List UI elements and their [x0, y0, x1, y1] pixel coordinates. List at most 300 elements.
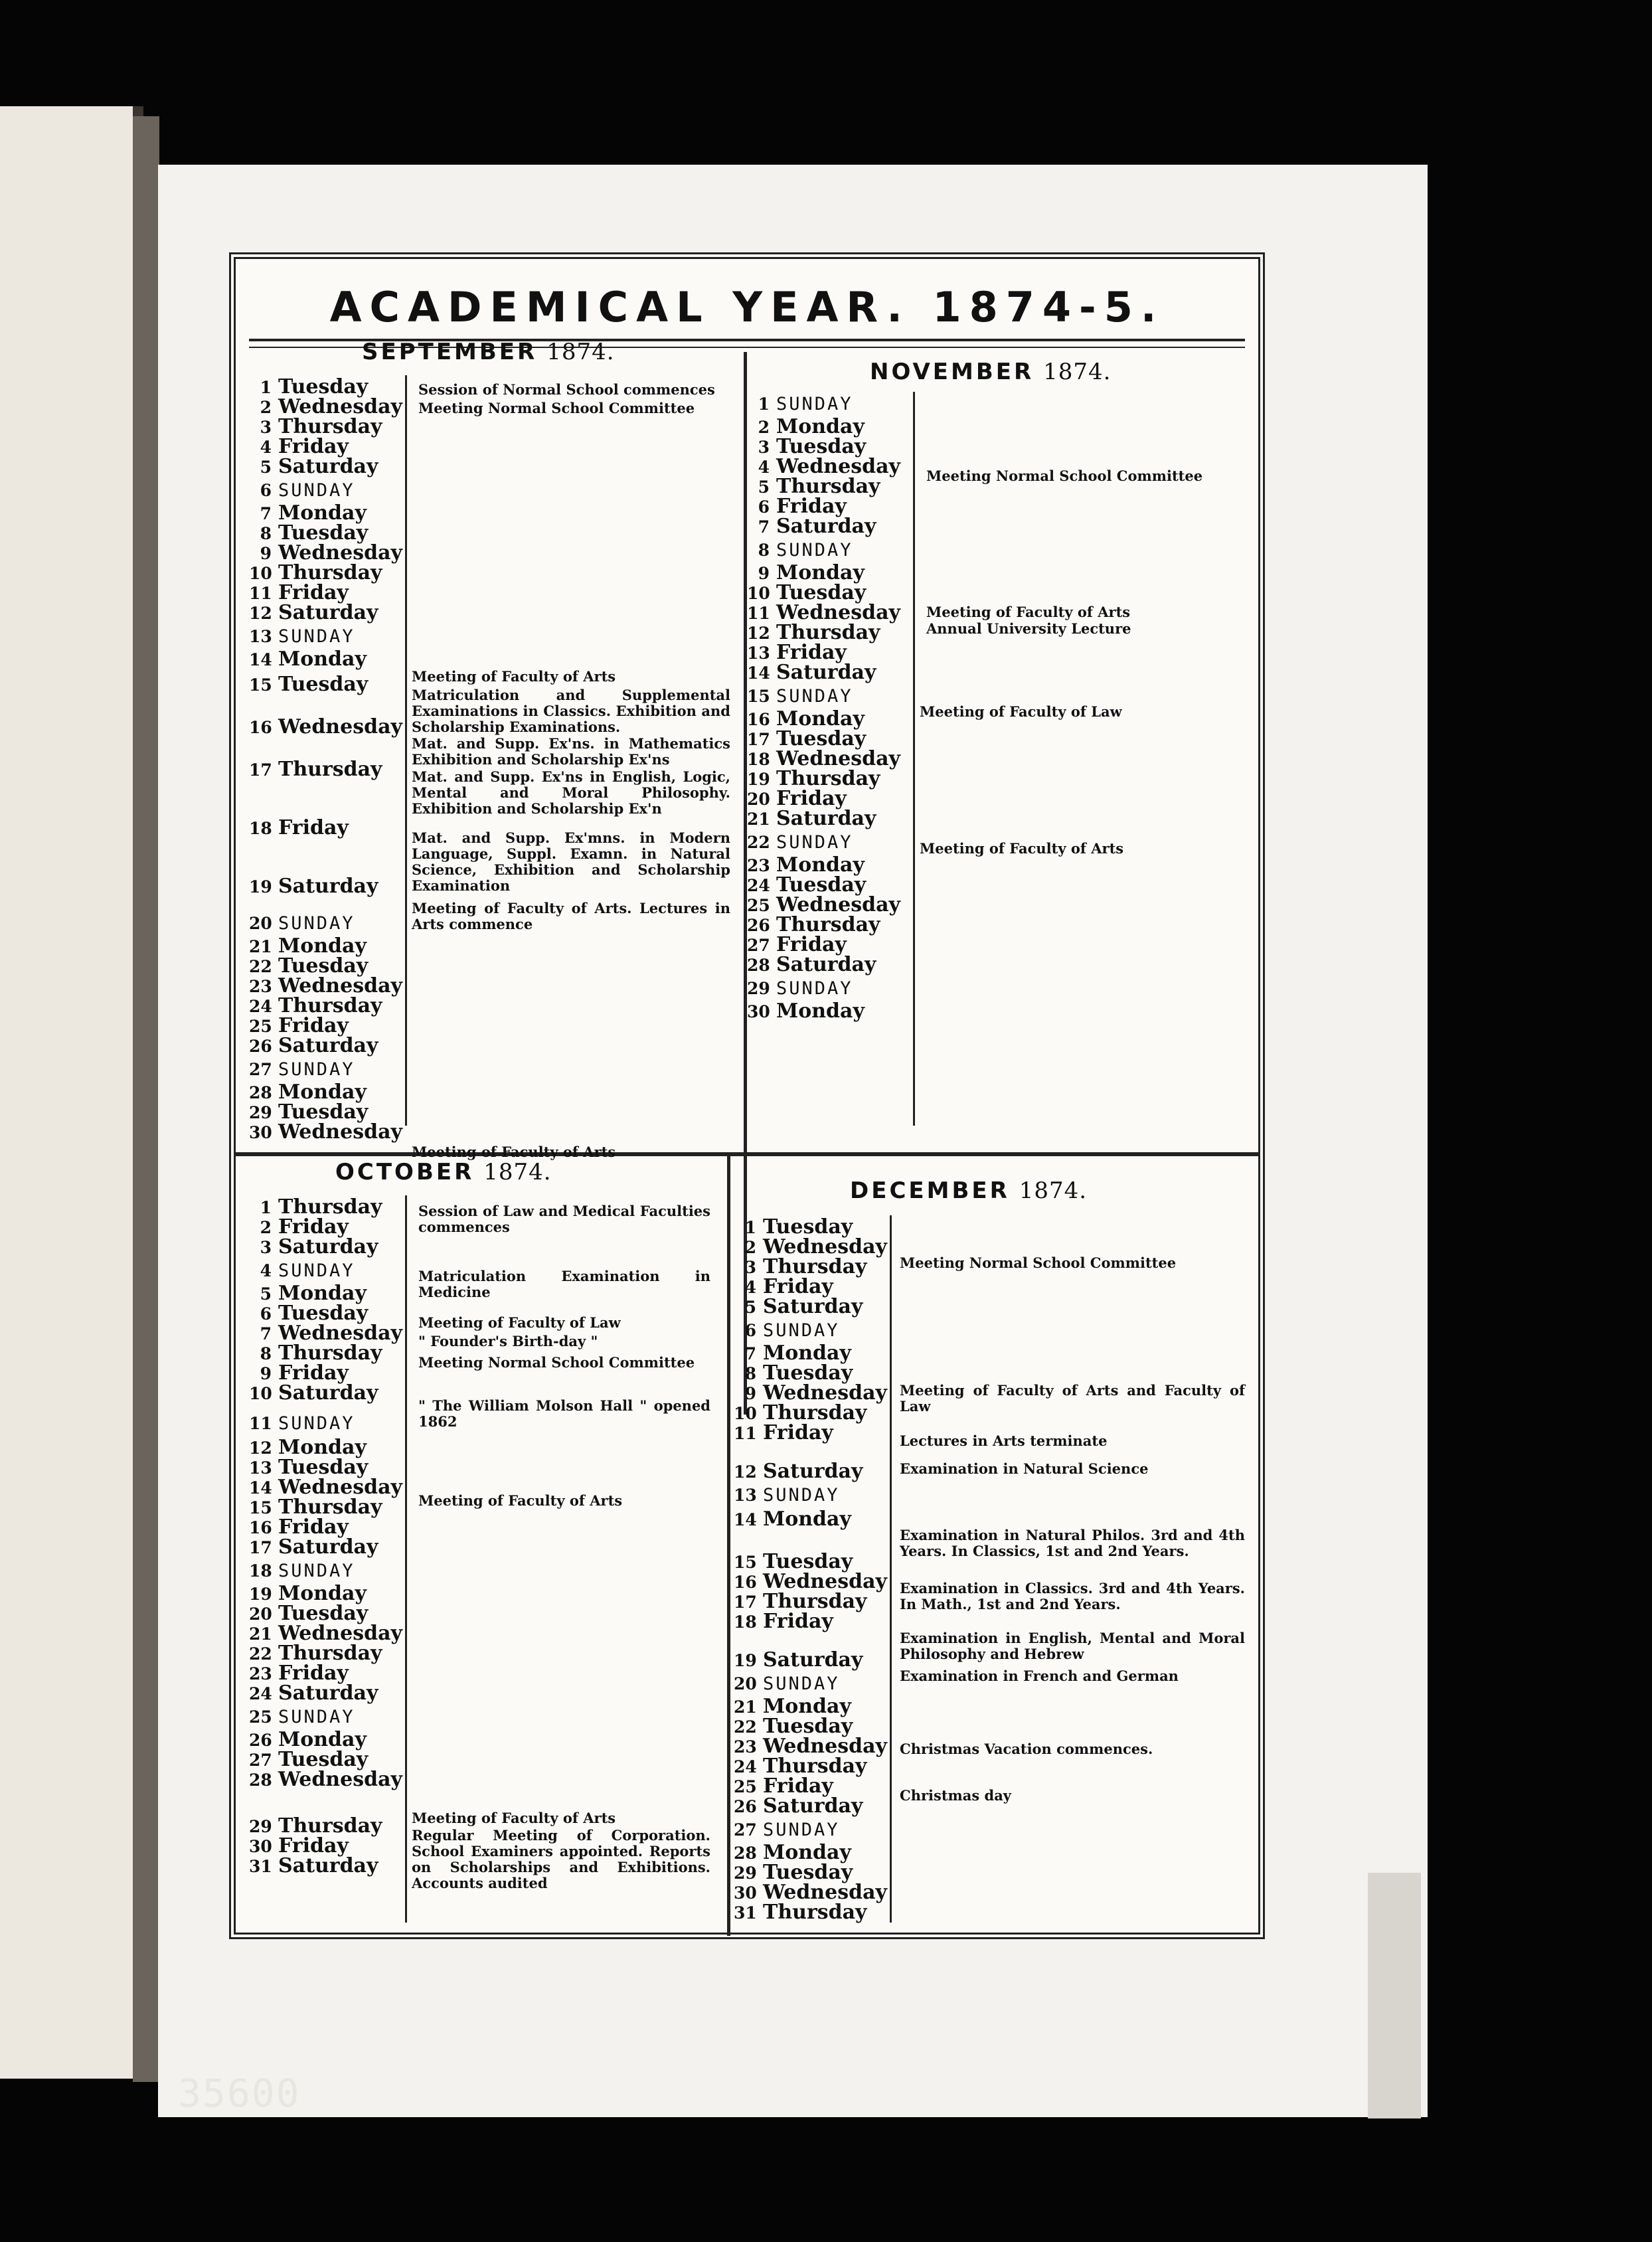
day-name: Saturday: [776, 807, 876, 830]
day-name: Thursday: [763, 1755, 867, 1778]
day-name: Tuesday: [278, 1748, 369, 1771]
day-number: 20: [747, 790, 770, 809]
day-number: 13: [734, 1486, 757, 1505]
day-number: 25: [249, 1017, 272, 1036]
calendar-note: Christmas Vacation commences.: [900, 1741, 1153, 1757]
day-name: Saturday: [763, 1295, 863, 1318]
day-number: 14: [249, 1478, 272, 1498]
day-row: [734, 1572, 887, 1592]
day-name: Monday: [278, 647, 367, 671]
calendar-note: Meeting of Faculty of Arts: [926, 604, 1131, 620]
day-row: [249, 1624, 402, 1644]
page-edge: [1368, 1873, 1421, 2118]
day-number: 11: [747, 604, 770, 623]
month-name: DECEMBER: [850, 1177, 1010, 1204]
day-number: 15: [747, 687, 770, 706]
day-number: 18: [249, 819, 272, 838]
day-row: [249, 717, 402, 737]
sunday-row: [249, 1561, 402, 1581]
calendar-note: " The William Molson Hall " opened 1862: [418, 1397, 710, 1430]
month-year: 1874.: [1019, 1177, 1088, 1204]
page-title: ACADEMICAL YEAR. 1874-5.: [329, 283, 1165, 331]
day-name: Thursday: [763, 1901, 867, 1924]
day-row: [249, 1324, 402, 1343]
day-number: 11: [734, 1424, 757, 1443]
day-name: SUNDAY: [278, 1561, 355, 1581]
day-row: [249, 417, 402, 437]
day-name: Wednesday: [278, 1322, 402, 1345]
day-name: Friday: [278, 1834, 349, 1857]
day-name: SUNDAY: [278, 626, 355, 647]
day-row: [747, 583, 900, 603]
day-number: 16: [734, 1573, 757, 1592]
day-name: Friday: [278, 1662, 349, 1685]
day-name: Wednesday: [763, 1881, 887, 1904]
day-name: SUNDAY: [278, 1260, 355, 1281]
calendar-note: Session of Law and Medical Faculties commences: [418, 1203, 710, 1235]
day-number: 13: [747, 644, 770, 663]
day-number: 28: [747, 956, 770, 975]
calendar-note: Examination in Natural Science: [900, 1460, 1149, 1477]
day-name: Wednesday: [278, 715, 402, 738]
calendar-note: Matriculation and Supplemental Examinations in Classics. Exhibition and Scholarship Examinations.: [412, 687, 730, 735]
day-row: [734, 1757, 887, 1776]
day-name: Wednesday: [763, 1381, 887, 1405]
days-september: [249, 377, 402, 1142]
day-row: [747, 663, 900, 683]
day-number: 26: [747, 916, 770, 935]
day-number: 6: [758, 497, 770, 517]
day-row: [249, 1343, 402, 1363]
day-number: 29: [249, 1817, 272, 1836]
day-number: 19: [747, 770, 770, 789]
calendar-note: Annual University Lecture: [926, 620, 1131, 637]
day-number: 29: [249, 1103, 272, 1122]
day-number: 14: [734, 1510, 757, 1529]
day-number: 8: [260, 524, 272, 543]
day-number: 28: [734, 1844, 757, 1863]
day-name: Saturday: [763, 1648, 863, 1672]
day-row: [747, 497, 900, 517]
column-divider-bottom: [727, 1156, 730, 1936]
day-number: 12: [249, 1438, 272, 1458]
day-row: [249, 1770, 402, 1790]
month-heading-december: [850, 1177, 1087, 1204]
day-row: [249, 563, 402, 583]
day-number: 24: [249, 997, 272, 1016]
day-number: 17: [734, 1593, 757, 1612]
day-row: [249, 1750, 402, 1770]
day-row: [249, 1816, 402, 1836]
calendar-note: Meeting of Faculty of Arts: [412, 668, 616, 685]
day-row: [249, 457, 402, 477]
day-name: SUNDAY: [776, 394, 853, 414]
day-row: [249, 1016, 402, 1036]
day-name: Monday: [278, 1282, 367, 1305]
day-number: 21: [249, 937, 272, 956]
day-row: [747, 855, 900, 875]
day-row: [249, 1537, 402, 1557]
day-row: [747, 643, 900, 663]
day-name: Wednesday: [776, 601, 900, 624]
day-number: 11: [249, 1414, 272, 1433]
day-name: Thursday: [278, 1341, 382, 1365]
day-name: Wednesday: [278, 974, 402, 997]
calendar-note: Session of Normal School commences: [418, 381, 715, 398]
day-number: 9: [260, 544, 272, 563]
day-name: Tuesday: [763, 1361, 853, 1385]
day-row: [734, 1903, 887, 1923]
day-number: 27: [249, 1060, 272, 1079]
day-number: 5: [260, 1284, 272, 1304]
day-name: Saturday: [278, 1235, 378, 1258]
day-name: Monday: [278, 501, 367, 525]
day-name: Saturday: [278, 1682, 378, 1705]
day-number: 19: [249, 1585, 272, 1604]
days-november: [747, 390, 900, 1021]
notes-column-november: [913, 392, 915, 1126]
day-name: Thursday: [278, 758, 382, 781]
day-name: Tuesday: [763, 1550, 853, 1573]
day-name: Saturday: [278, 1381, 378, 1405]
day-number: 25: [249, 1707, 272, 1727]
day-name: Tuesday: [278, 1456, 369, 1479]
day-name: Monday: [763, 1841, 851, 1864]
day-number: 23: [249, 1664, 272, 1683]
calendar-note: Meeting of Faculty of Arts: [412, 1810, 616, 1826]
day-name: Thursday: [763, 1255, 867, 1278]
day-number: 19: [734, 1651, 757, 1670]
day-name: Wednesday: [278, 1120, 402, 1144]
day-number: 7: [758, 517, 770, 537]
day-name: SUNDAY: [278, 480, 355, 501]
calendar-note: Christmas day: [900, 1787, 1011, 1804]
calendar-note: Meeting of Faculty of Arts: [920, 840, 1124, 857]
day-row: [249, 1856, 402, 1876]
day-number: 24: [747, 876, 770, 895]
day-name: SUNDAY: [776, 978, 853, 999]
sunday-row: [249, 914, 402, 934]
calendar-note: Mat. and Supp. Ex'ns in English, Logic, Mental and Moral Philosophy. Exhibition and Scholarship Ex'n: [412, 768, 730, 817]
day-number: 8: [758, 541, 770, 560]
day-name: Tuesday: [278, 1602, 369, 1625]
day-row: [734, 1257, 887, 1277]
day-row: [734, 1776, 887, 1796]
day-name: Saturday: [776, 515, 876, 538]
day-number: 18: [734, 1612, 757, 1632]
day-number: 10: [734, 1404, 757, 1423]
sunday-row: [249, 1060, 402, 1080]
day-name: Saturday: [763, 1460, 863, 1483]
day-row: [249, 543, 402, 563]
day-name: Tuesday: [763, 1861, 853, 1884]
day-row: [249, 1102, 402, 1122]
day-name: Monday: [278, 1436, 367, 1459]
day-row: [747, 417, 900, 437]
day-name: SUNDAY: [763, 1485, 840, 1506]
day-number: 21: [747, 810, 770, 829]
day-number: 12: [249, 604, 272, 623]
day-number: 4: [758, 458, 770, 477]
day-row: [734, 1612, 887, 1632]
day-row: [734, 1592, 887, 1612]
day-number: 4: [744, 1278, 756, 1297]
day-number: 18: [747, 750, 770, 769]
day-name: Thursday: [278, 415, 382, 438]
day-row: [734, 1552, 887, 1572]
day-name: Saturday: [278, 875, 378, 898]
day-number: 8: [744, 1364, 756, 1383]
day-row: [249, 675, 402, 695]
day-row: [734, 1383, 887, 1403]
day-number: 1: [758, 394, 770, 414]
calendar-frame: [229, 252, 1265, 1939]
day-name: Saturday: [278, 455, 378, 478]
day-number: 4: [260, 1261, 272, 1280]
day-row: [734, 1650, 887, 1670]
day-number: 3: [744, 1258, 756, 1277]
day-row: [249, 603, 402, 623]
day-number: 2: [758, 418, 770, 437]
calendar-note: Regular Meeting of Corporation. School Examiners appointed. Reports on Scholarships and Exhibitions. Accounts audited: [412, 1827, 710, 1891]
day-name: Monday: [776, 707, 865, 731]
day-name: Monday: [776, 415, 865, 438]
day-number: 2: [260, 398, 272, 417]
day-number: 8: [260, 1344, 272, 1363]
day-name: Monday: [763, 1695, 851, 1718]
day-row: [734, 1363, 887, 1383]
day-row: [249, 583, 402, 603]
month-year: 1874.: [483, 1159, 552, 1185]
day-number: 30: [747, 1002, 770, 1021]
day-row: [249, 437, 402, 457]
day-name: SUNDAY: [278, 1413, 355, 1434]
day-row: [249, 976, 402, 996]
day-number: 28: [249, 1770, 272, 1790]
day-name: Friday: [278, 581, 349, 604]
day-row: [747, 457, 900, 477]
day-name: Friday: [763, 1610, 833, 1633]
day-number: 20: [249, 1604, 272, 1624]
day-row: [734, 1297, 887, 1317]
day-number: 7: [744, 1344, 756, 1363]
calendar-note: Meeting Normal School Committee: [418, 400, 695, 416]
day-row: [249, 377, 402, 397]
day-number: 26: [734, 1797, 757, 1816]
day-row: [249, 1478, 402, 1498]
day-row: [249, 1438, 402, 1458]
day-number: 15: [734, 1553, 757, 1572]
day-number: 23: [747, 856, 770, 875]
day-name: Monday: [776, 999, 865, 1023]
day-row: [734, 1403, 887, 1423]
day-number: 25: [747, 896, 770, 915]
day-number: 13: [249, 1458, 272, 1478]
day-name: Thursday: [278, 1496, 382, 1519]
day-name: Wednesday: [278, 1622, 402, 1645]
day-row: [249, 1458, 402, 1478]
calendar-note: Meeting Normal School Committee: [926, 468, 1203, 484]
day-number: 15: [249, 1498, 272, 1517]
day-name: Tuesday: [278, 375, 369, 398]
day-name: SUNDAY: [763, 1320, 840, 1341]
day-row: [249, 1304, 402, 1324]
calendar-note: Mat. and Supp. Ex'ns. in Mathematics Exhibition and Scholarship Ex'ns: [412, 735, 730, 768]
day-number: 14: [249, 650, 272, 669]
day-number: 18: [249, 1561, 272, 1581]
day-name: Tuesday: [763, 1715, 853, 1738]
day-number: 20: [249, 914, 272, 933]
day-number: 21: [249, 1624, 272, 1644]
day-number: 12: [734, 1462, 757, 1482]
month-heading-october: [335, 1159, 552, 1185]
calendar-note: Examination in English, Mental and Moral Philosophy and Hebrew: [900, 1630, 1245, 1662]
day-number: 14: [747, 663, 770, 683]
day-number: 1: [744, 1218, 756, 1237]
day-row: [249, 1383, 402, 1403]
calendar-note: Meeting Normal School Committee: [418, 1354, 695, 1371]
day-row: [747, 769, 900, 789]
day-name: Wednesday: [278, 1768, 402, 1791]
day-name: SUNDAY: [776, 686, 853, 707]
day-number: 22: [249, 957, 272, 976]
day-row: [747, 1001, 900, 1021]
day-row: [249, 760, 402, 780]
day-row: [747, 437, 900, 457]
day-number: 30: [249, 1837, 272, 1856]
day-name: Thursday: [278, 1814, 382, 1838]
calendar-note: Examination in Natural Philos. 3rd and 4th Years. In Classics, 1st and 2nd Years.: [900, 1527, 1245, 1559]
day-number: 27: [747, 936, 770, 955]
day-row: [249, 936, 402, 956]
calendar-note: Meeting of Faculty of Law: [920, 703, 1122, 720]
day-name: SUNDAY: [278, 1059, 355, 1080]
day-number: 29: [747, 979, 770, 998]
calendar-note: Matriculation Examination in Medicine: [418, 1268, 710, 1300]
calendar-note: Examination in French and German: [900, 1668, 1179, 1684]
day-name: Monday: [763, 1508, 851, 1531]
day-number: 22: [734, 1717, 757, 1737]
day-row: [734, 1697, 887, 1717]
day-row: [249, 1683, 402, 1703]
day-name: Wednesday: [763, 1735, 887, 1758]
day-name: Monday: [776, 853, 865, 877]
day-number: 27: [249, 1751, 272, 1770]
days-october: [249, 1197, 402, 1876]
day-row: [734, 1796, 887, 1816]
day-number: 9: [744, 1384, 756, 1403]
day-row: [747, 749, 900, 769]
day-row: [249, 1122, 402, 1142]
day-name: Friday: [278, 1014, 349, 1037]
day-number: 16: [249, 718, 272, 737]
day-name: Wednesday: [763, 1235, 887, 1258]
day-row: [734, 1509, 887, 1529]
sunday-row: [734, 1486, 887, 1506]
day-number: 9: [758, 564, 770, 583]
day-name: Thursday: [278, 1195, 382, 1219]
day-row: [249, 1517, 402, 1537]
day-name: Friday: [278, 1361, 349, 1385]
day-row: [734, 1462, 887, 1482]
day-number: 24: [249, 1684, 272, 1703]
day-name: Friday: [776, 495, 847, 518]
sunday-row: [747, 687, 900, 707]
notes-column-december: [890, 1215, 892, 1923]
day-name: Wednesday: [776, 893, 900, 916]
day-number: 27: [734, 1820, 757, 1840]
day-row: [747, 955, 900, 975]
day-name: Saturday: [776, 953, 876, 976]
day-row: [249, 523, 402, 543]
day-row: [747, 935, 900, 955]
sunday-row: [734, 1820, 887, 1840]
day-number: 30: [734, 1883, 757, 1903]
day-number: 17: [249, 1538, 272, 1557]
sunday-row: [734, 1674, 887, 1694]
month-year: 1874.: [1043, 359, 1112, 385]
day-number: 10: [249, 1384, 272, 1403]
day-number: 4: [260, 438, 272, 457]
day-name: Wednesday: [278, 1476, 402, 1499]
day-row: [747, 517, 900, 537]
sunday-row: [747, 541, 900, 560]
day-row: [747, 789, 900, 809]
day-name: Friday: [776, 641, 847, 664]
left-page-edge: [0, 106, 143, 2079]
day-name: Thursday: [763, 1401, 867, 1424]
calendar-note: Examination in Classics. 3rd and 4th Years. In Math., 1st and 2nd Years.: [900, 1580, 1245, 1612]
day-number: 30: [249, 1123, 272, 1142]
day-number: 26: [249, 1037, 272, 1056]
day-number: 1: [260, 1198, 272, 1217]
day-row: [734, 1237, 887, 1257]
day-name: Friday: [278, 816, 349, 839]
day-number: 24: [734, 1757, 757, 1776]
section-divider: [236, 1152, 1258, 1156]
day-row: [249, 1197, 402, 1217]
day-number: 17: [249, 760, 272, 780]
day-row: [747, 915, 900, 935]
day-row: [734, 1423, 887, 1443]
day-row: [249, 818, 402, 838]
day-number: 2: [260, 1218, 272, 1237]
day-row: [734, 1843, 887, 1863]
day-number: 5: [260, 458, 272, 477]
day-number: 25: [734, 1777, 757, 1796]
day-row: [734, 1217, 887, 1237]
day-name: Thursday: [278, 994, 382, 1017]
day-number: 6: [260, 1304, 272, 1324]
day-name: Tuesday: [278, 1302, 369, 1325]
month-year: 1874.: [546, 339, 615, 365]
day-row: [249, 1217, 402, 1237]
day-name: Thursday: [776, 475, 880, 498]
day-number: 20: [734, 1674, 757, 1693]
day-number: 31: [249, 1857, 272, 1876]
day-row: [249, 1284, 402, 1304]
day-row: [734, 1343, 887, 1363]
day-name: Saturday: [278, 1034, 378, 1057]
calendar-note: Meeting of Faculty of Arts. Lectures in Arts commence: [412, 900, 730, 932]
day-number: 7: [260, 504, 272, 523]
notes-column-september: [405, 375, 407, 1126]
day-name: Monday: [278, 1582, 367, 1605]
day-number: 26: [249, 1731, 272, 1750]
day-row: [249, 956, 402, 976]
day-row: [249, 1237, 402, 1257]
day-name: Thursday: [278, 1642, 382, 1665]
